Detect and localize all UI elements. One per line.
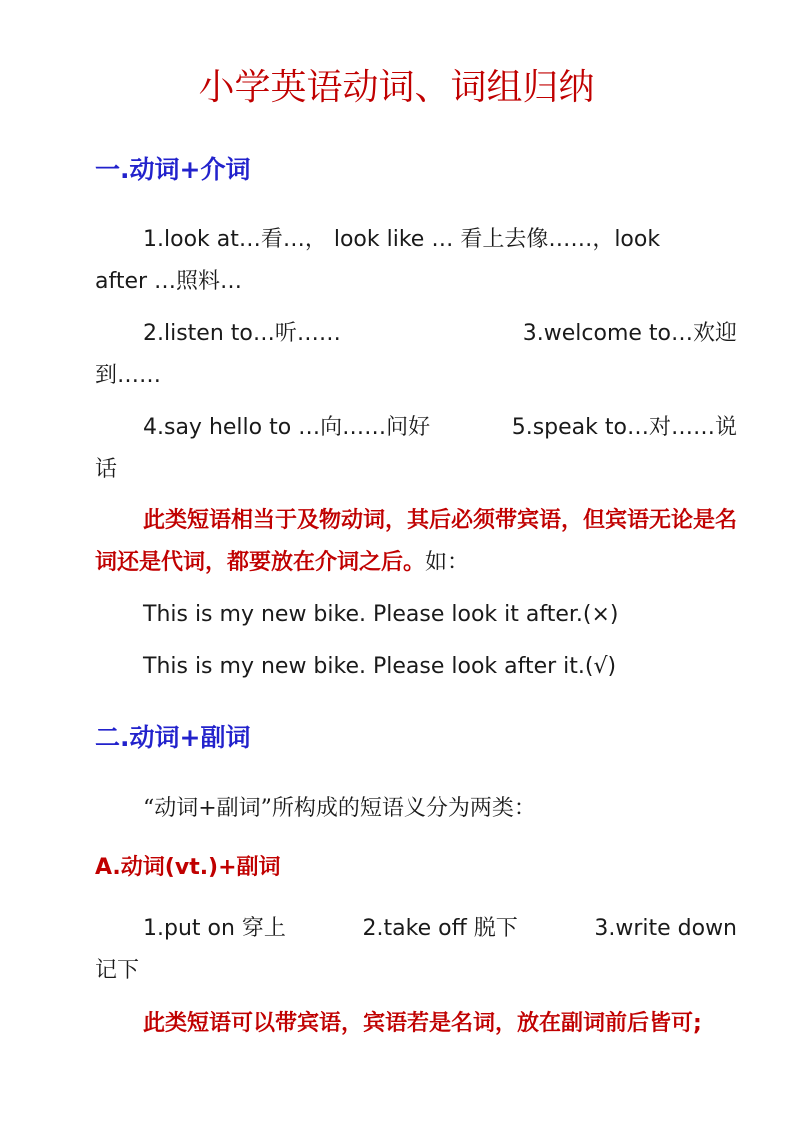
rule-bold-text: 此类短语相当于及物动词，其后必须带宾语，但宾语无论是名词还是代词，都要放在介词之后。 bbox=[95, 508, 738, 575]
row-put-take-write bbox=[143, 908, 737, 950]
item-listen-to: 2.listen to…听…… bbox=[143, 321, 341, 346]
item-put-on: 1.put on 穿上 bbox=[143, 916, 286, 941]
item-write-down: 3.write down bbox=[594, 916, 737, 941]
item-speak-to-tail: 话 bbox=[95, 457, 118, 482]
item-look-at: 1.look at…看…， look like … 看上去像……，look bbox=[143, 227, 661, 252]
row-listen-welcome bbox=[143, 313, 737, 355]
item-speak-to: 5.speak to…对……说 bbox=[511, 415, 737, 440]
rule-suffix: 如： bbox=[425, 550, 470, 575]
item-welcome-to: 3.welcome to…欢迎 bbox=[522, 321, 737, 346]
section-1-rule bbox=[95, 500, 737, 584]
item-write-down-tail: 记下 bbox=[95, 958, 140, 983]
example-right: This is my new bike. Please look after it.(√) bbox=[143, 654, 617, 679]
section-2-subheading: A.动词(vt.)+副词 bbox=[95, 855, 281, 880]
row-say-speak bbox=[143, 407, 737, 449]
item-welcome-to-tail: 到…… bbox=[95, 363, 162, 388]
section-2-intro: “动词+副词”所构成的短语义分为两类： bbox=[143, 796, 536, 821]
item-take-off: 2.take off 脱下 bbox=[362, 916, 518, 941]
section-2-rule: 此类短语可以带宾语，宾语若是名词，放在副词前后皆可; bbox=[143, 1011, 702, 1036]
example-wrong: This is my new bike. Please look it after.(×) bbox=[143, 602, 619, 627]
page-title: 小学英语动词、词组归纳 bbox=[198, 67, 595, 108]
section-1-heading: 一.动词+介词 bbox=[95, 155, 251, 184]
item-look-after: after …照料… bbox=[95, 269, 243, 294]
item-say-hello-to: 4.say hello to …向……问好 bbox=[143, 415, 431, 440]
section-2-heading: 二.动词+副词 bbox=[95, 723, 251, 752]
